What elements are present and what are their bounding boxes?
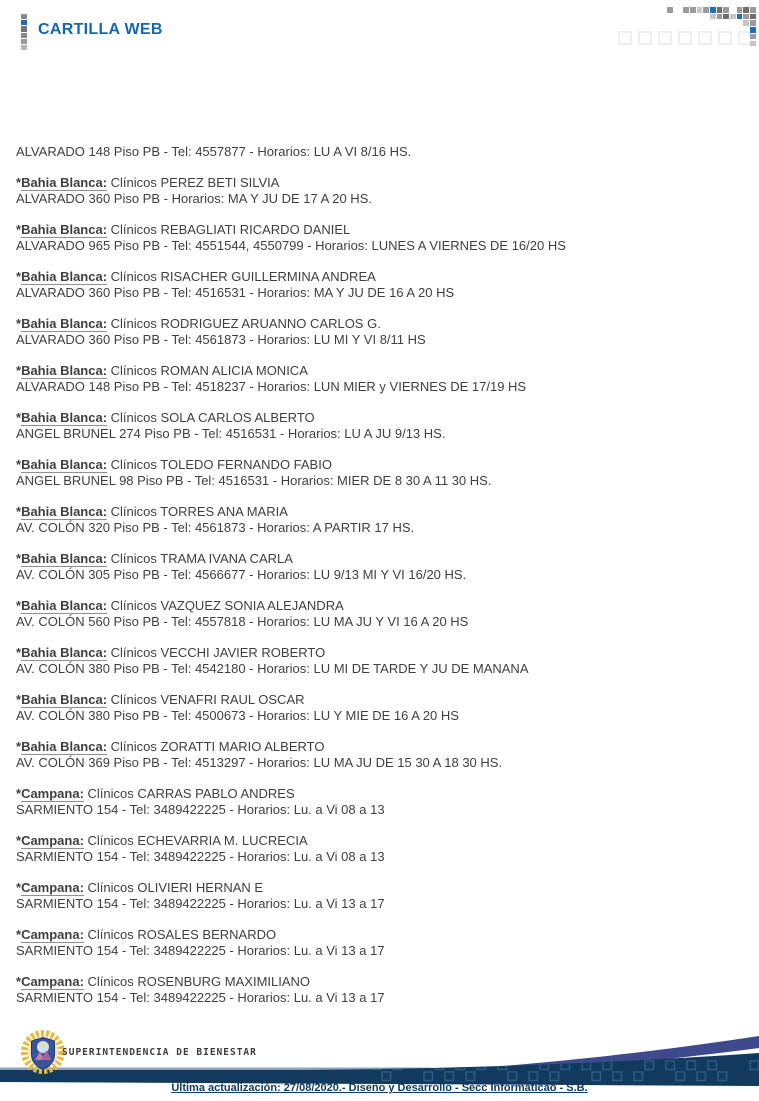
entry-city: Campana:: [21, 832, 84, 848]
entry-header: [16, 316, 736, 333]
entry-city: Bahia Blanca:: [21, 268, 108, 284]
provider-entry: [16, 598, 736, 631]
entry-specialty-name: Clínicos TOLEDO FERNANDO FABIO: [107, 456, 332, 472]
entry-header: [16, 833, 736, 850]
entry-city: Bahia Blanca:: [21, 174, 108, 190]
pixel-square: [723, 7, 729, 13]
entry-detail: AV. COLÓN 560 Piso PB - Tel: 4557818 - Horarios: LU MA JU Y VI 16 A 20 HS: [16, 614, 469, 629]
entry-star: *: [16, 362, 22, 378]
pixel-square: [21, 14, 27, 19]
pixel-square: [667, 7, 673, 13]
entry-specialty-name: Clínicos REBAGLIATI RICARDO DANIEL: [107, 221, 351, 237]
entry-star: *: [16, 973, 22, 989]
entry-star: *: [16, 456, 22, 472]
entry-header: [16, 880, 736, 897]
app-title[interactable]: CARTILLA WEB: [38, 21, 163, 38]
pixel-square: [737, 14, 743, 20]
provider-entry: [16, 833, 736, 866]
entry-city: Bahia Blanca:: [21, 644, 108, 660]
pixel-square: [21, 20, 27, 25]
entry-specialty-name: Clínicos ZORATTI MARIO ALBERTO: [107, 738, 325, 754]
entry-header: [16, 692, 736, 709]
entry-detail: SARMIENTO 154 - Tel: 3489422225 - Horarios: Lu. a Vi 13 a 17: [16, 990, 385, 1005]
entry-detail: ALVARADO 148 Piso PB - Tel: 4518237 - Horarios: LUN MIER y VIERNES DE 17/19 HS: [16, 379, 527, 394]
entry-city: Bahia Blanca:: [21, 738, 108, 754]
entry-star: *: [16, 926, 22, 942]
entry-specialty-name: Clínicos TRAMA IVANA CARLA: [107, 550, 293, 566]
entry-star: *: [16, 785, 22, 801]
pixel-outline-square: [678, 31, 692, 45]
entry-detail: AV. COLÓN 320 Piso PB - Tel: 4561873 - Horarios: A PARTIR 17 HS.: [16, 520, 415, 535]
entry-detail: ANGEL BRUNEL 274 Piso PB - Tel: 4516531 - Horarios: LU A JU 9/13 HS.: [16, 426, 446, 441]
entry-specialty-name: Clínicos ECHEVARRIA M. LUCRECIA: [83, 832, 308, 848]
entry-header: [16, 551, 736, 568]
entry-header: [16, 645, 736, 662]
pixel-square: [717, 7, 723, 13]
pixel-outline-square: [718, 31, 732, 45]
entry-detail: AV. COLÓN 305 Piso PB - Tel: 4566677 - Horarios: LU 9/13 MI Y VI 16/20 HS.: [16, 567, 467, 582]
entry-detail: AV. COLÓN 380 Piso PB - Tel: 4542180 - Horarios: LU MI DE TARDE Y JU DE MANANA: [16, 661, 529, 676]
entry-detail: ALVARADO 148 Piso PB - Tel: 4557877 - Horarios: LU A VI 8/16 HS.: [16, 144, 412, 159]
pixel-outline-square: [698, 31, 712, 45]
entry-header: [16, 739, 736, 756]
entry-detail: AV. COLÓN 380 Piso PB - Tel: 4500673 - Horarios: LU Y MIE DE 16 A 20 HS: [16, 708, 459, 723]
provider-entry: [16, 269, 736, 302]
entry-detail: ALVARADO 360 Piso PB - Horarios: MA Y JU DE 17 A 20 HS.: [16, 191, 372, 206]
entry-specialty-name: Clínicos ROSALES BERNARDO: [83, 926, 277, 942]
provider-entry: [16, 927, 736, 960]
entry-header: [16, 974, 736, 991]
entry-header: [16, 457, 736, 474]
entry-city: Bahia Blanca:: [21, 691, 108, 707]
pixel-square: [703, 7, 709, 13]
entry-specialty-name: Clínicos VENAFRI RAUL OSCAR: [107, 691, 305, 707]
entry-detail: ANGEL BRUNEL 98 Piso PB - Tel: 4516531 - Horarios: MIER DE 8 30 A 11 30 HS.: [16, 473, 492, 488]
pixel-square: [710, 14, 716, 20]
entry-star: *: [16, 221, 22, 237]
entry-detail: ALVARADO 360 Piso PB - Tel: 4561873 - Horarios: LU MI Y VI 8/11 HS: [16, 332, 426, 347]
pixel-square: [737, 7, 743, 13]
entry-star: *: [16, 832, 22, 848]
pixel-square: [723, 14, 729, 20]
entry-city: Bahia Blanca:: [21, 221, 108, 237]
footer-org-name: SUPERINTENDENCIA DE BIENESTAR: [62, 1047, 257, 1058]
entry-header: [16, 222, 736, 239]
entry-specialty-name: Clínicos CARRAS PABLO ANDRES: [83, 785, 295, 801]
pixel-square: [21, 45, 27, 50]
entry-specialty-name: Clínicos TORRES ANA MARIA: [107, 503, 288, 519]
pixel-square: [730, 14, 736, 20]
entry-specialty-name: Clínicos PEREZ BETI SILVIA: [107, 174, 280, 190]
provider-entry: [16, 880, 736, 913]
pixel-square: [750, 41, 756, 47]
entry-specialty-name: Clínicos VAZQUEZ SONIA ALEJANDRA: [107, 597, 344, 613]
entry-city: Campana:: [21, 785, 84, 801]
entry-specialty-name: Clínicos RISACHER GUILLERMINA ANDREA: [107, 268, 376, 284]
entry-star: *: [16, 409, 22, 425]
entry-specialty-name: Clínicos SOLA CARLOS ALBERTO: [107, 409, 315, 425]
pixel-square: [743, 7, 749, 13]
entry-city: Bahia Blanca:: [21, 503, 108, 519]
entry-detail: SARMIENTO 154 - Tel: 3489422225 - Horarios: Lu. a Vi 08 a 13: [16, 849, 385, 864]
entry-city: Campana:: [21, 973, 84, 989]
pixel-square: [710, 7, 716, 13]
pixel-square: [697, 7, 703, 13]
provider-entry: [16, 363, 736, 396]
entry-star: *: [16, 879, 22, 895]
provider-entry: [16, 410, 736, 443]
entry-specialty-name: Clínicos RODRIGUEZ ARUANNO CARLOS G.: [107, 315, 381, 331]
pixel-square: [21, 39, 27, 44]
pixel-square: [750, 14, 756, 20]
pixel-strip-icon: [21, 14, 28, 51]
provider-entry: [16, 175, 736, 208]
pixel-square: [683, 7, 689, 13]
entry-city: Bahia Blanca:: [21, 362, 108, 378]
pixel-square: [690, 7, 696, 13]
entry-detail: ALVARADO 360 Piso PB - Tel: 4516531 - Horarios: MA Y JU DE 16 A 20 HS: [16, 285, 455, 300]
pixel-outline-square: [618, 31, 632, 45]
entry-star: *: [16, 550, 22, 566]
provider-entry: [16, 974, 736, 1007]
entry-header: [16, 269, 736, 286]
entry-detail: SARMIENTO 154 - Tel: 3489422225 - Horarios: Lu. a Vi 13 a 17: [16, 896, 385, 911]
entry-detail: SARMIENTO 154 - Tel: 3489422225 - Horarios: Lu. a Vi 08 a 13: [16, 802, 385, 817]
pixel-square: [750, 20, 756, 26]
provider-entry: [16, 504, 736, 537]
entry-detail: ALVARADO 965 Piso PB - Tel: 4551544, 4550799 - Horarios: LUNES A VIERNES DE 16/20 HS: [16, 238, 566, 253]
pixel-square: [743, 20, 749, 26]
footer-update-line: Última actualización: 27/08/2020.- Diseño y Desarrollo - Secc Informáticao - S.B.: [171, 1082, 588, 1094]
entry-specialty-name: Clínicos ROMAN ALICIA MONICA: [107, 362, 308, 378]
entry-star: *: [16, 268, 22, 284]
entry-header: [16, 927, 736, 944]
pixel-square: [750, 27, 756, 33]
provider-entry: [16, 551, 736, 584]
provider-entry: [16, 457, 736, 490]
pixel-outline-square: [638, 31, 652, 45]
pixel-square: [21, 33, 27, 38]
entry-star: *: [16, 738, 22, 754]
entry-city: Bahia Blanca:: [21, 597, 108, 613]
provider-list: [16, 144, 736, 1021]
entry-star: *: [16, 503, 22, 519]
entry-header: [16, 410, 736, 427]
entry-city: Bahia Blanca:: [21, 550, 108, 566]
provider-entry: [16, 645, 736, 678]
provider-entry: [16, 786, 736, 819]
entry-specialty-name: Clínicos OLIVIERI HERNAN E: [83, 879, 264, 895]
pixel-square: [21, 26, 27, 31]
entry-header: [16, 363, 736, 380]
shield-sunburst-icon: [20, 1030, 66, 1074]
pixel-square: [750, 7, 756, 13]
entry-specialty-name: Clínicos ROSENBURG MAXIMILIANO: [83, 973, 311, 989]
entry-star: *: [16, 597, 22, 613]
entry-header: [16, 175, 736, 192]
pixel-outline-square: [658, 31, 672, 45]
pixel-square: [717, 14, 723, 20]
entry-header: [16, 786, 736, 803]
entry-star: *: [16, 174, 22, 190]
entry-detail: SARMIENTO 154 - Tel: 3489422225 - Horarios: Lu. a Vi 13 a 17: [16, 943, 385, 958]
entry-city: Campana:: [21, 879, 84, 895]
entry-city: Campana:: [21, 926, 84, 942]
entry-specialty-name: Clínicos VECCHI JAVIER ROBERTO: [107, 644, 326, 660]
provider-entry: [16, 692, 736, 725]
entry-star: *: [16, 691, 22, 707]
provider-entry: [16, 144, 736, 161]
pixel-square: [743, 14, 749, 20]
entry-city: Bahia Blanca:: [21, 456, 108, 472]
pixel-square: [750, 34, 756, 40]
provider-entry: [16, 222, 736, 255]
entry-detail: AV. COLÓN 369 Piso PB - Tel: 4513297 - Horarios: LU MA JU DE 15 30 A 18 30 HS.: [16, 755, 503, 770]
provider-entry: [16, 316, 736, 349]
entry-header: [16, 504, 736, 521]
entry-star: *: [16, 315, 22, 331]
entry-city: Bahia Blanca:: [21, 315, 108, 331]
entry-header: [16, 598, 736, 615]
entry-star: *: [16, 644, 22, 660]
provider-entry: [16, 739, 736, 772]
entry-city: Bahia Blanca:: [21, 409, 108, 425]
